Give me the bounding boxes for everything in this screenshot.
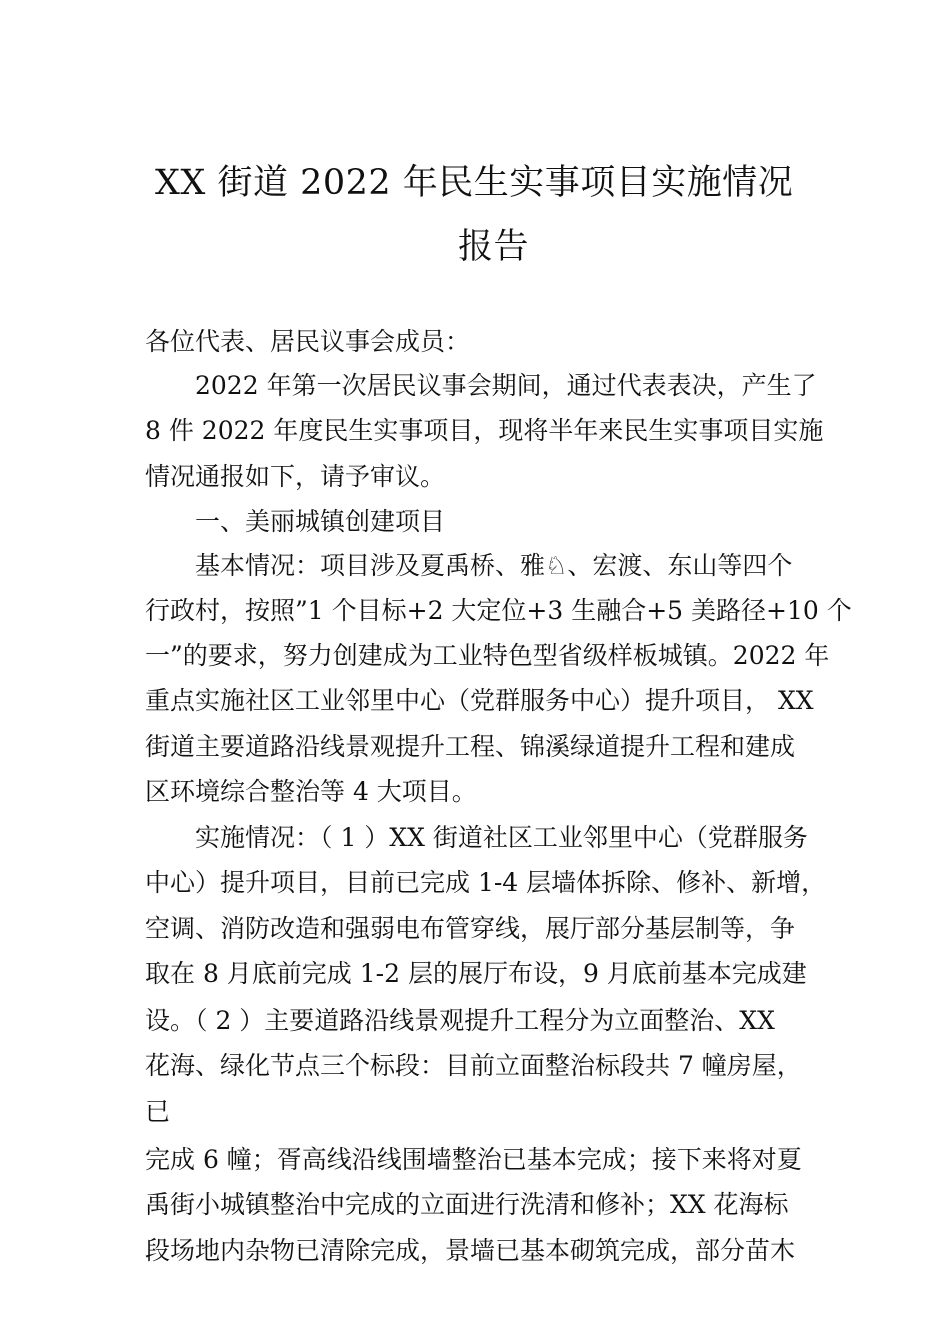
salutation: 各位代表、居民议事会成员： [145, 327, 471, 356]
section-heading: 一、美丽城镇创建项目 [195, 507, 446, 536]
paragraph-line: 2022 年第一次居民议事会期间，通过代表表决，产生了 [195, 371, 817, 400]
paragraph-line: 8 件 2022 年度民生实事项目，现将半年来民生实事项目实施 [145, 416, 824, 445]
document-title-line-1: XX 街道 2022 年民生实事项目实施情况 [155, 163, 794, 203]
paragraph-line: 取在 8 月底前完成 1-2 层的展厅布设，9 月底前基本完成建 [145, 959, 807, 988]
paragraph-line: 完成 6 幢；胥高线沿线围墙整治已基本完成；接下来将对夏 [145, 1145, 802, 1174]
paragraph-line: 花海、绿化节点三个标段：目前立面整治标段共 7 幢房屋， [145, 1051, 802, 1080]
paragraph-line: 一”的要求，努力创建成为工业特色型省级样板城镇。2022 年 [145, 641, 830, 670]
paragraph-line: 段场地内杂物已清除完成，景墙已基本砌筑完成，部分苗木 [145, 1236, 796, 1265]
paragraph-line: 禹街小城镇整治中完成的立面进行洗清和修补；XX 花海标 [145, 1190, 789, 1219]
paragraph-line: 区环境综合整治等 4 大项目。 [145, 777, 477, 806]
paragraph-line: 基本情况：项目涉及夏禹桥、雅♘、宏渡、东山等四个 [195, 551, 793, 580]
paragraph-line: 行政村，按照”1 个目标+2 大定位+3 生融合+5 美路径+10 个 [145, 596, 852, 625]
paragraph-line: 空调、消防改造和强弱电布管穿线，展厅部分基层制等，争 [145, 914, 796, 943]
paragraph-line: 设。（ 2 ）主要道路沿线景观提升工程分为立面整治、XX [145, 1006, 775, 1035]
document-title-line-2: 报告 [458, 227, 530, 267]
paragraph-line: 街道主要道路沿线景观提升工程、锦溪绿道提升工程和建成 [145, 732, 796, 761]
paragraph-line: 中心）提升项目，目前已完成 1-4 层墙体拆除、修补、新增， [145, 868, 827, 897]
paragraph-line: 重点实施社区工业邻里中心（党群服务中心）提升项目， XX [145, 686, 814, 715]
paragraph-line: 情况通报如下，请予审议。 [145, 462, 446, 491]
paragraph-line: 已 [145, 1097, 171, 1126]
paragraph-line: 实施情况：（ 1 ）XX 街道社区工业邻里中心（党群服务 [195, 823, 808, 852]
